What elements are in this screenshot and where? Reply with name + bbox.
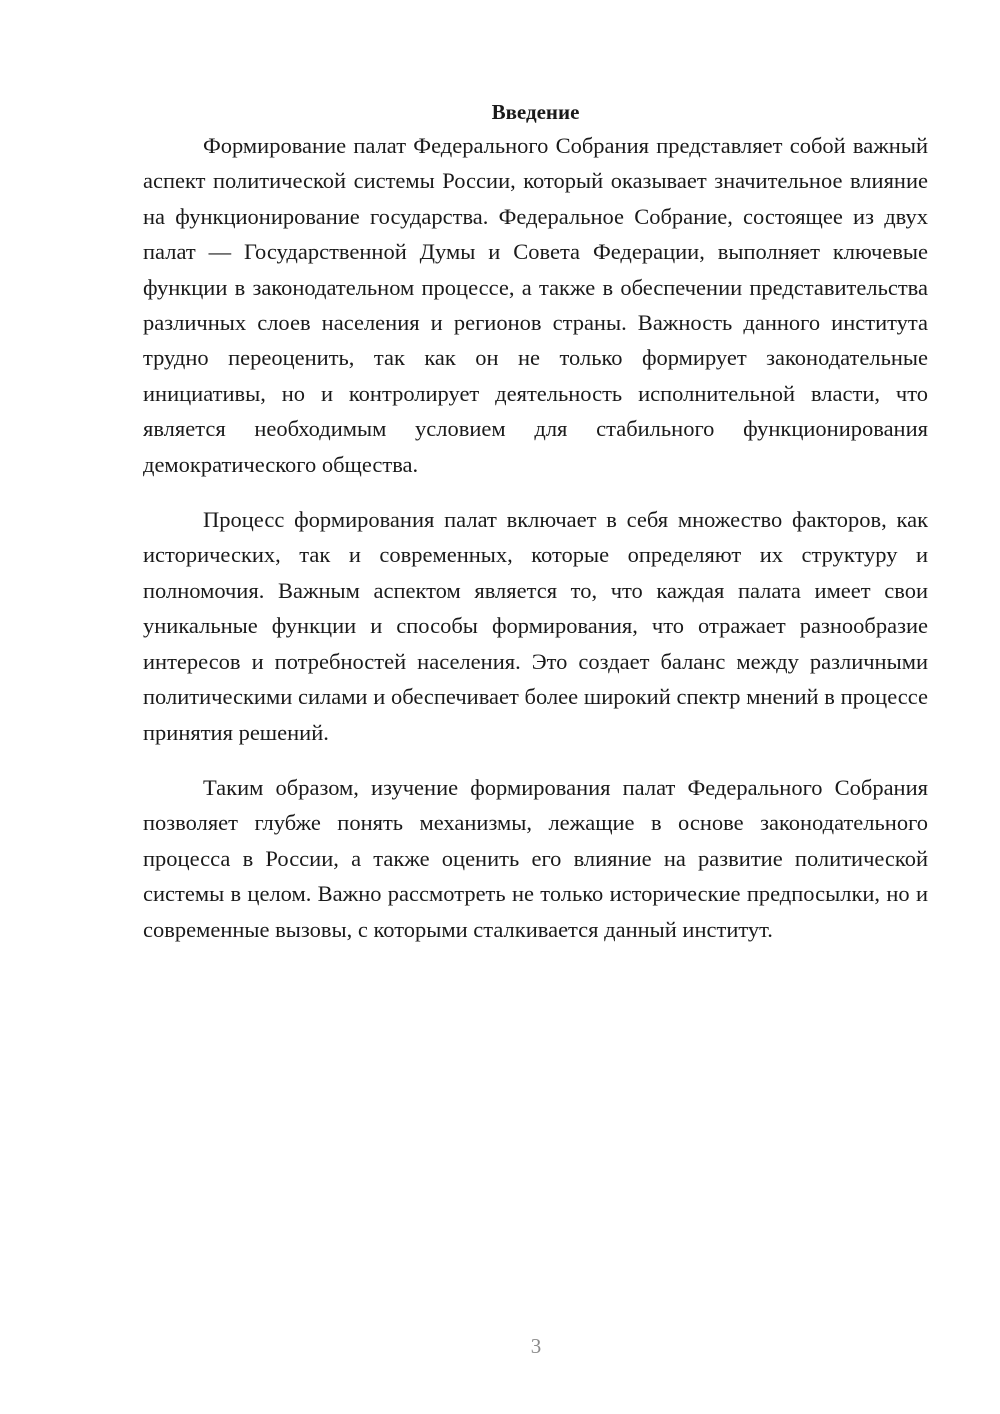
paragraph-1: Формирование палат Федерального Собрания представляет собой важный аспект политической системы России, который оказывает значительное влияние на функционирование государства. Федеральное Собрание, состоящее из двух палат — Государственной Думы и Совета Федерации, выполняет ключевые функции в законодательном процессе, а также в обеспечении представительства различных слоев населения и регионов страны. Важность данного института трудно переоценить, так как он не только формирует законодательные инициативы, но и контролирует деятельность исполнительной власти, что является необходимым условием для стабильного функционирования демократического общества. xyxy=(143,133,928,477)
section-heading: Введение xyxy=(491,100,580,124)
page-number: 3 xyxy=(530,1334,542,1358)
document-body xyxy=(143,96,928,947)
paragraph-2: Процесс формирования палат включает в себя множество факторов, как исторических, так и современных, которые определяют их структуру и полномочия. Важным аспектом является то, что каждая палата имеет свои уникальные функции и способы формирования, что отражает разнообразие интересов и потребностей населения. Это создает баланс между различными политическими силами и обеспечивает более широкий спектр мнений в процессе принятия решений. xyxy=(143,507,928,745)
paragraph-3: Таким образом, изучение формирования палат Федерального Собрания позволяет глубже понять механизмы, лежащие в основе законодательного процесса в России, а также оценить его влияние на развитие политической системы в целом. Важно рассмотреть не только исторические предпосылки, но и современные вызовы, с которыми сталкивается данный институт. xyxy=(143,774,928,942)
